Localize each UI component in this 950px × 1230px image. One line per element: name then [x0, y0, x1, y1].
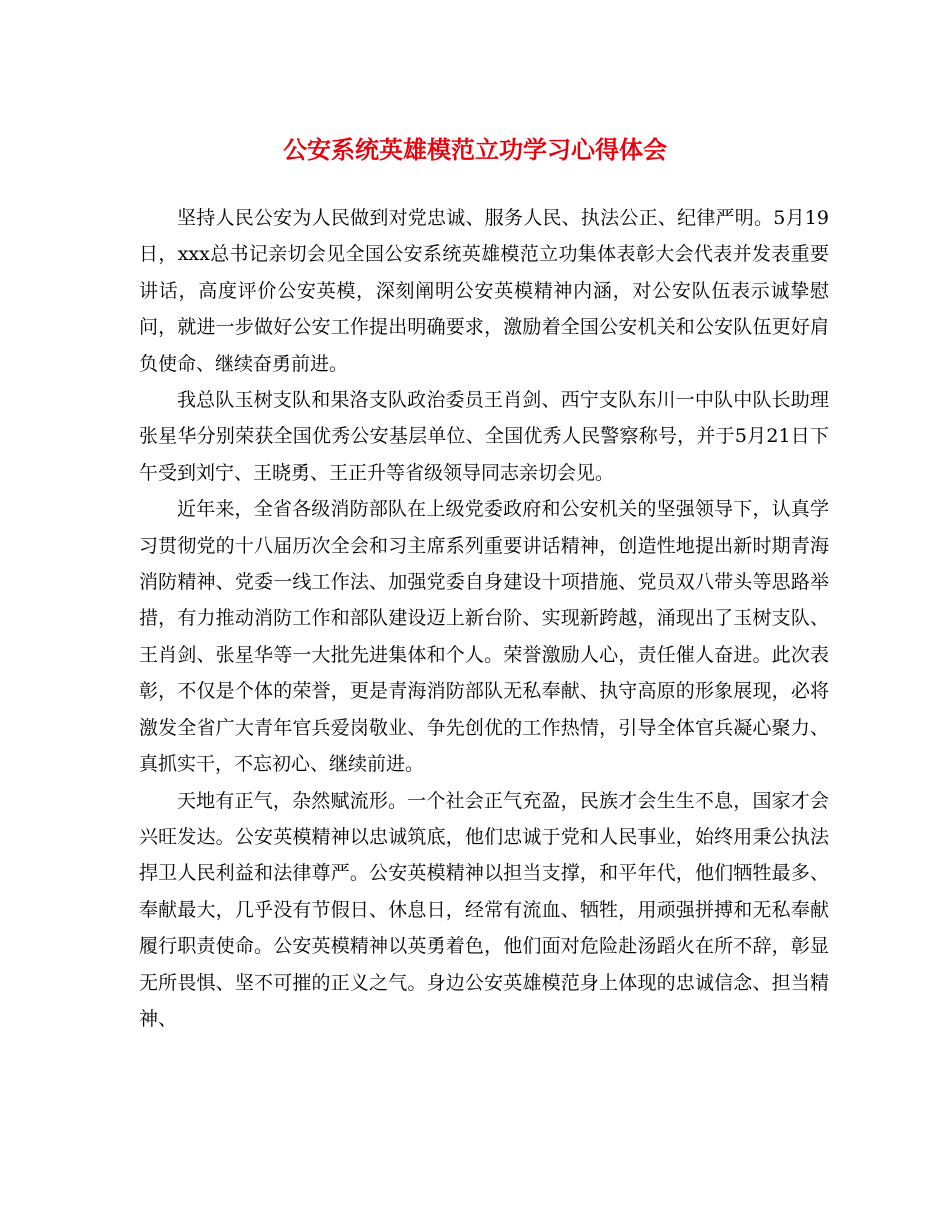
document-body [139, 200, 829, 1037]
paragraph-4: 天地有正气，杂然赋流形。一个社会正气充盈，民族才会生生不息，国家才会兴旺发达。公安英模精神以忠诚筑底，他们忠诚于党和人民事业，始终用秉公执法捍卫人民利益和法律尊严。公安英模精神以担当支撑，和平年代，他们牺牲最多、奉献最大，几乎没有节假日、休息日，经常有流血、牺牲，用顽强拼搏和无私奉献履行职责使命。公安英模精神以英勇着色，他们面对危险赴汤蹈火在所不辞，彰显无所畏惧、坚不可摧的正义之气。身边公安英雄模范身上体现的忠诚信念、担当精神、 [139, 789, 829, 1030]
paragraph-1: 坚持人民公安为人民做到对党忠诚、服务人民、执法公正、纪律严明。5月19日，xxx总书记亲切会见全国公安系统英雄模范立功集体表彰大会代表并发表重要讲话，高度评价公安英模，深刻阐明公安英模精神内涵，对公安队伍表示诚挚慰问，就进一步做好公安工作提出明确要求，激励着全国公安机关和公安队伍更好肩负使命、继续奋勇前进。 [139, 207, 829, 375]
paragraph-2: 我总队玉树支队和果洛支队政治委员王肖剑、西宁支队东川一中队中队长助理张星华分别荣获全国优秀公安基层单位、全国优秀人民警察称号，并于5月21日下午受到刘宁、王晓勇、王正升等省级领导同志亲切会见。 [139, 389, 829, 484]
document-title: 公安系统英雄模范立功学习心得体会 [283, 135, 667, 164]
paragraph-3: 近年来，全省各级消防部队在上级党委政府和公安机关的坚强领导下，认真学习贯彻党的十八届历次全会和习主席系列重要讲话精神，创造性地提出新时期青海消防精神、党委一线工作法、加强党委自身建设十项措施、党员双八带头等思路举措，有力推动消防工作和部队建设迈上新台阶、实现新跨越，涌现出了玉树支队、王肖剑、张星华等一大批先进集体和个人。荣誉激励人心，责任催人奋进。此次表彰，不仅是个体的荣誉，更是青海消防部队无私奉献、执守高原的形象展现，必将激发全省广大青年官兵爱岗敬业、争先创优的工作热情，引导全体官兵凝心聚力、真抓实干，不忘初心、继续前进。 [139, 498, 829, 776]
